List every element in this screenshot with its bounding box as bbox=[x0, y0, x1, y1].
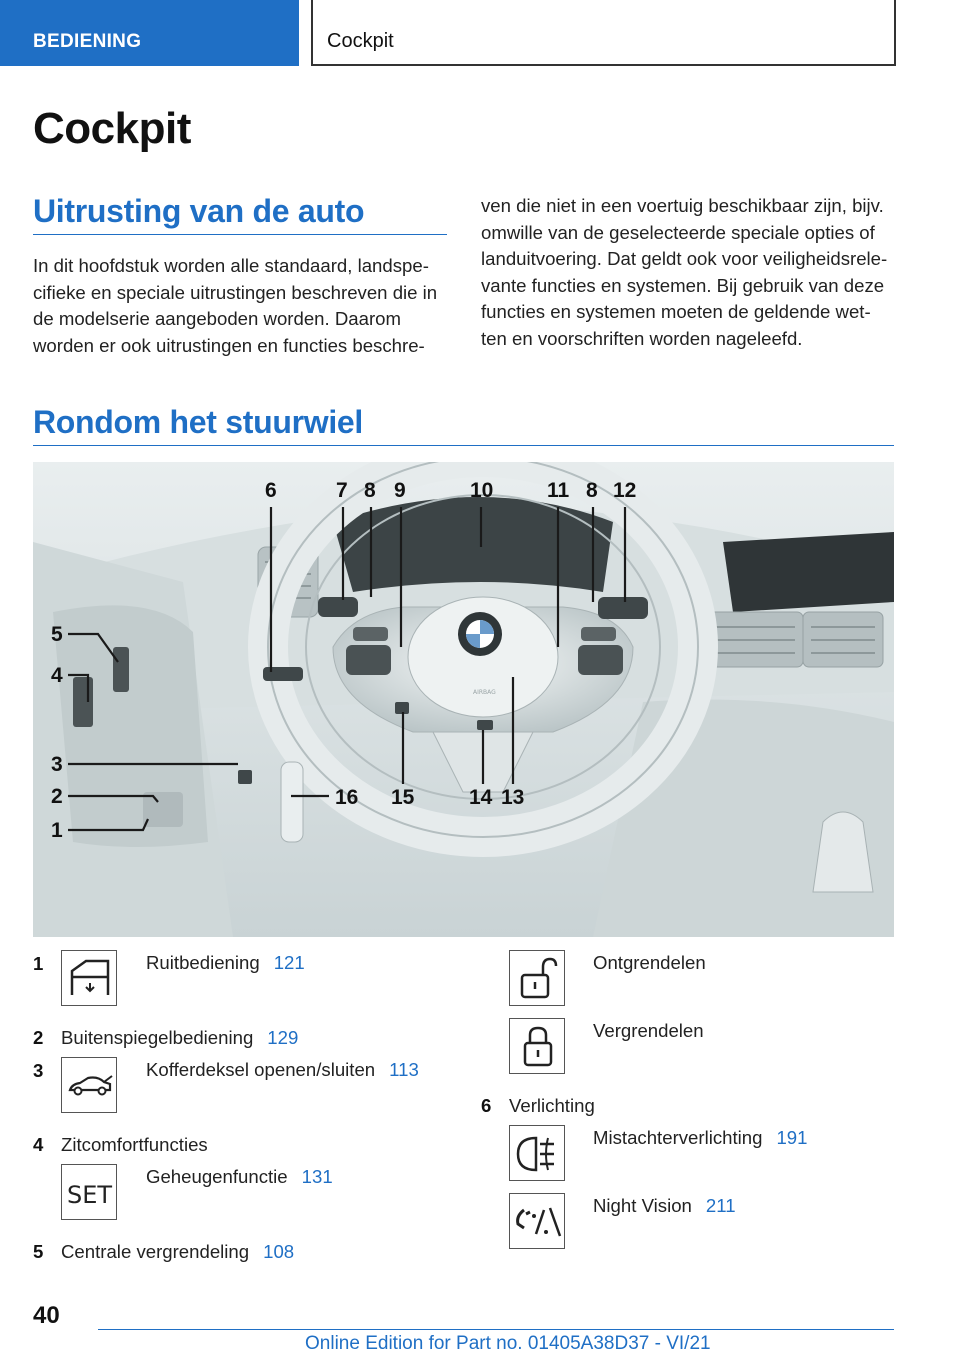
legend-item-rear-fog bbox=[593, 1127, 808, 1149]
legend-label: Mistachterverlichting bbox=[593, 1127, 763, 1148]
page-ref-link[interactable]: 121 bbox=[273, 952, 305, 973]
page-number: 40 bbox=[33, 1302, 60, 1329]
page-ref-link[interactable]: 191 bbox=[776, 1127, 808, 1148]
callout-8b: 8 bbox=[586, 479, 598, 502]
callout-15: 15 bbox=[391, 786, 415, 809]
legend-item-lock bbox=[593, 1020, 704, 1042]
legend-number: 6 bbox=[481, 1095, 492, 1116]
window-lift-icon bbox=[61, 950, 117, 1006]
set-memory-icon bbox=[61, 1164, 117, 1220]
cockpit-illustration bbox=[33, 462, 894, 937]
section-heading-equipment: Uitrusting van de auto bbox=[33, 193, 365, 229]
legend-item-trunk bbox=[146, 1059, 419, 1081]
trunk-lid-icon bbox=[61, 1057, 117, 1113]
callout-13: 13 bbox=[501, 786, 525, 809]
cockpit-drawing bbox=[33, 462, 894, 937]
lock-icon bbox=[509, 1018, 565, 1074]
legend-item-memory bbox=[146, 1166, 333, 1188]
callout-6: 6 bbox=[265, 479, 277, 502]
legend-label: Geheugenfunctie bbox=[146, 1166, 288, 1187]
callout-3: 3 bbox=[51, 753, 63, 776]
footer-rule bbox=[98, 1329, 894, 1330]
chapter-tab-label: Cockpit bbox=[327, 30, 394, 52]
page-ref-link[interactable]: 108 bbox=[263, 1241, 295, 1262]
section-heading-steering-wheel: Rondom het stuurwiel bbox=[33, 404, 364, 440]
airbag-label: AIRBAG bbox=[473, 689, 496, 696]
legend-label: Kofferdeksel openen/sluiten bbox=[146, 1059, 376, 1080]
page-ref-link[interactable]: 113 bbox=[389, 1059, 419, 1080]
legend-item-window-lift bbox=[146, 952, 305, 974]
rear-fog-light-icon bbox=[509, 1125, 565, 1181]
section-rule bbox=[33, 445, 894, 446]
legend-label: Verlichting bbox=[509, 1095, 595, 1116]
section-tab bbox=[0, 0, 299, 66]
page-ref-link[interactable]: 131 bbox=[301, 1166, 333, 1187]
text-line: vante functies en systemen. Bij gebruik van deze bbox=[481, 274, 885, 296]
legend-label: Buitenspiegelbediening bbox=[61, 1027, 254, 1048]
legend-label: Night Vision bbox=[593, 1195, 692, 1216]
callout-9: 9 bbox=[394, 479, 406, 502]
page-ref-link[interactable]: 129 bbox=[267, 1027, 299, 1048]
unlock-icon bbox=[509, 950, 565, 1006]
legend-number: 4 bbox=[33, 1134, 44, 1155]
edition-footer: Online Edition for Part no. 01405A38D37 - VI/21 bbox=[305, 1333, 711, 1354]
text-line: ven die niet in een voertuig beschikbaar zijn, bijv. bbox=[481, 195, 884, 216]
legend-item-seat-comfort bbox=[61, 1134, 208, 1156]
callout-4: 4 bbox=[51, 664, 63, 687]
legend-number: 2 bbox=[33, 1027, 44, 1048]
callout-12: 12 bbox=[613, 479, 637, 502]
legend-label: Vergrendelen bbox=[593, 1020, 704, 1041]
text-line: ten en voorschriften worden nageleefd. bbox=[481, 327, 803, 349]
section-rule bbox=[33, 234, 447, 235]
callout-5: 5 bbox=[51, 623, 63, 646]
page-title: Cockpit bbox=[33, 104, 191, 153]
page-ref-link[interactable]: 211 bbox=[705, 1195, 736, 1216]
legend-label: Zitcomfortfuncties bbox=[61, 1134, 208, 1155]
legend-item-lighting bbox=[509, 1095, 595, 1117]
callout-10: 10 bbox=[470, 479, 494, 502]
callout-14: 14 bbox=[469, 786, 493, 809]
set-icon-text: SET bbox=[67, 1181, 113, 1209]
legend-number: 1 bbox=[33, 953, 44, 974]
intro-column-right bbox=[481, 193, 901, 353]
legend-item-mirror bbox=[61, 1027, 298, 1049]
night-vision-icon bbox=[509, 1193, 565, 1249]
legend-label: Ontgrendelen bbox=[593, 952, 706, 973]
chapter-tab bbox=[311, 0, 896, 66]
legend-item-night-vision bbox=[593, 1195, 736, 1217]
legend-item-unlock bbox=[593, 952, 706, 974]
callout-8: 8 bbox=[364, 479, 376, 502]
legend-label: Ruitbediening bbox=[146, 952, 260, 973]
text-line: cifieke en speciale uitrustingen beschreven die in bbox=[33, 281, 438, 303]
legend-label: Centrale vergrendeling bbox=[61, 1241, 250, 1262]
callout-11: 11 bbox=[547, 479, 570, 502]
section-tab-label: BEDIENING bbox=[33, 31, 142, 52]
text-line: In dit hoofdstuk worden alle standaard, landspe- bbox=[33, 255, 429, 276]
text-line: omwille van de geselecteerde speciale opties of bbox=[481, 221, 875, 243]
callout-7: 7 bbox=[336, 479, 348, 502]
text-line: landuitvoering. Dat geldt ook voor veiligheidsrele- bbox=[481, 248, 888, 270]
intro-column-left bbox=[33, 253, 453, 359]
callout-1: 1 bbox=[51, 819, 63, 842]
text-line: worden er ook uitrustingen en functies beschre- bbox=[33, 334, 425, 356]
legend-number: 3 bbox=[33, 1060, 44, 1081]
legend-item-central-locking bbox=[61, 1241, 294, 1263]
legend-number: 5 bbox=[33, 1241, 44, 1262]
callout-2: 2 bbox=[51, 785, 63, 808]
text-line: de modelserie aangeboden worden. Daarom bbox=[33, 308, 401, 330]
callout-16: 16 bbox=[335, 786, 359, 809]
text-line: functies en systemen moeten de geldende wet- bbox=[481, 301, 871, 323]
